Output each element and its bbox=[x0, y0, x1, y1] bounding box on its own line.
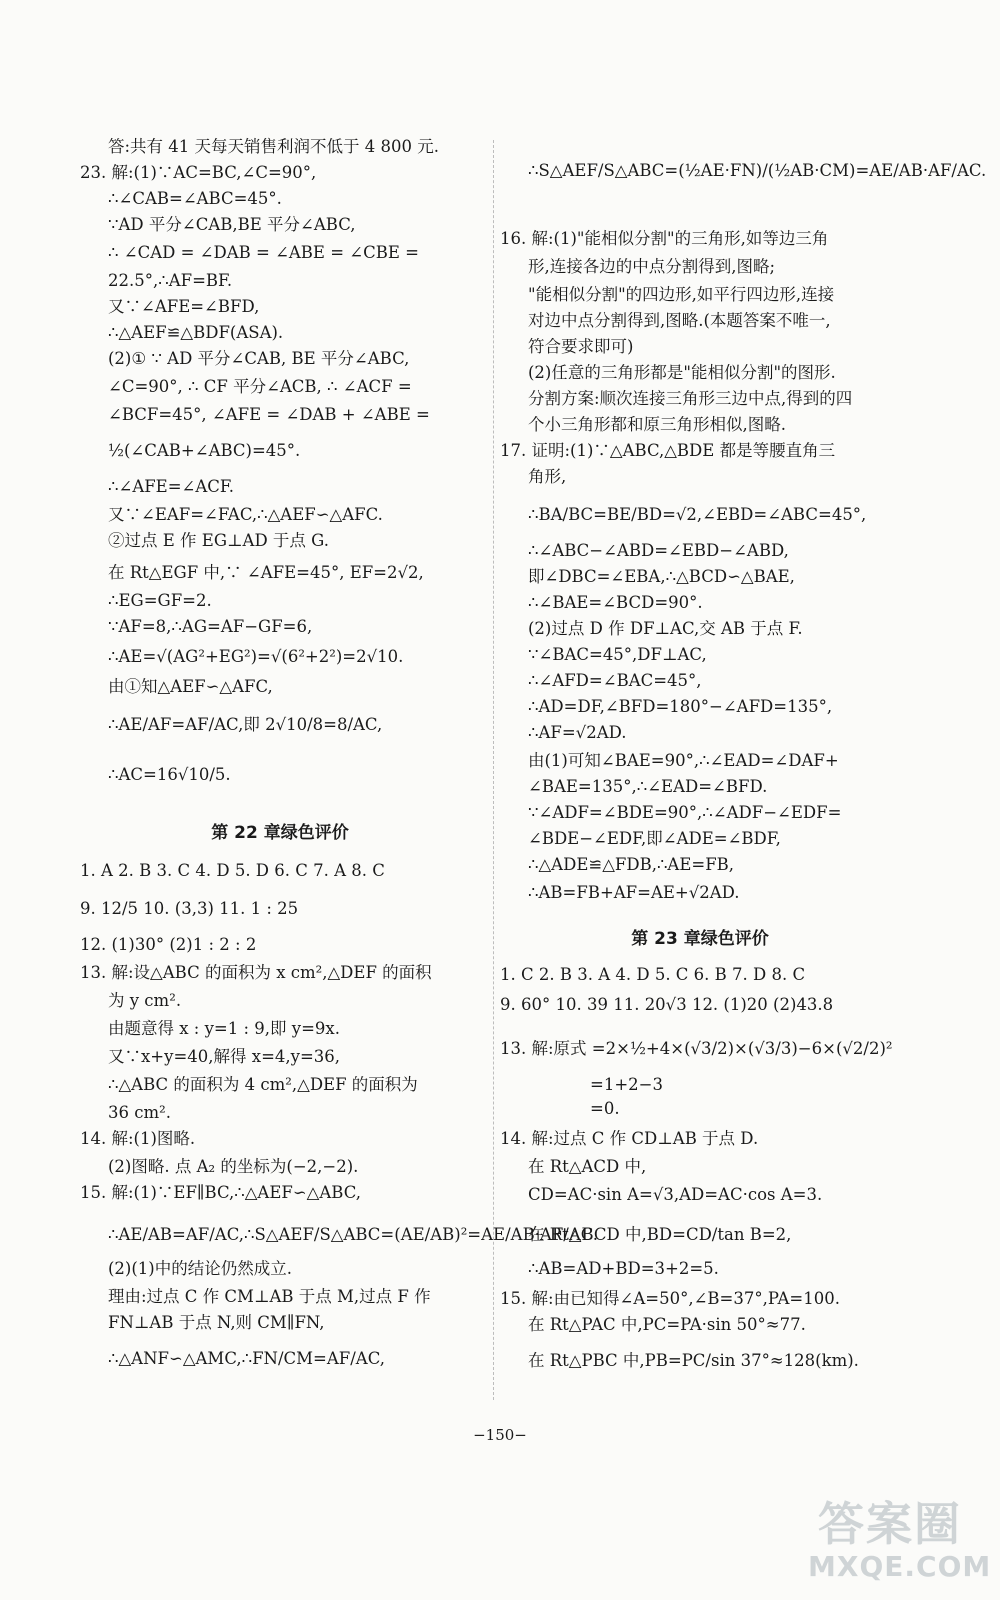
text-line: 36 cm². bbox=[108, 1103, 171, 1122]
text-line: ∴BA/BC=BE/BD=√2,∠EBD=∠ABC=45°, bbox=[528, 505, 867, 524]
section-heading: 第 23 章绿色评价 bbox=[631, 929, 769, 949]
text-line: ∠C=90°, ∴ CF 平分∠ACB, ∴ ∠ACF = bbox=[108, 377, 412, 396]
text-line: ∴AE/AF=AF/AC,即 2√10/8=8/AC, bbox=[108, 715, 383, 734]
text-line: 形,连接各边的中点分割得到,图略; bbox=[528, 257, 776, 276]
text-line: ∠BAE=135°,∴∠EAD=∠BFD. bbox=[528, 777, 768, 796]
text-line: ∴∠AFD=∠BAC=45°, bbox=[528, 671, 702, 690]
text-line: ∴AC=16√10/5. bbox=[108, 765, 231, 784]
text-line: ∵AF=8,∴AG=AF−GF=6, bbox=[108, 617, 313, 636]
text-line: 对边中点分割得到,图略.(本题答案不唯一, bbox=[528, 311, 831, 330]
text-line: 13. 解:原式 =2×½+4×(√3/2)×(√3/3)−6×(√2/2)² bbox=[500, 1039, 893, 1058]
text-line: ∴∠ABC−∠ABD=∠EBD−∠ABD, bbox=[528, 541, 789, 560]
text-line: 角形, bbox=[528, 467, 567, 486]
text-line: 又∵x+y=40,解得 x=4,y=36, bbox=[108, 1047, 341, 1066]
text-line: ∴∠BAE=∠BCD=90°. bbox=[528, 593, 703, 612]
text-line: 17. 证明:(1)∵△ABC,△BDE 都是等腰直角三 bbox=[500, 441, 836, 460]
text-line: 13. 解:设△ABC 的面积为 x cm²,△DEF 的面积 bbox=[80, 963, 432, 982]
text-line: 在 Rt△PBC 中,PB=PC/sin 37°≈128(km). bbox=[528, 1351, 859, 1370]
text-line: 又∵∠AFE=∠BFD, bbox=[108, 297, 260, 316]
page-number: −150− bbox=[473, 1426, 527, 1444]
text-line: 9. 60° 10. 39 11. 20√3 12. (1)20 (2)43.8 bbox=[500, 995, 834, 1014]
text-line: ∴AD=DF,∠BFD=180°−∠AFD=135°, bbox=[528, 697, 833, 716]
text-line: 1. A 2. B 3. C 4. D 5. D 6. C 7. A 8. C bbox=[80, 861, 385, 880]
text-line: (2)(1)中的结论仍然成立. bbox=[108, 1259, 292, 1278]
text-line: 15. 解:由已知得∠A=50°,∠B=37°,PA=100. bbox=[500, 1289, 840, 1308]
text-line: =1+2−3 bbox=[590, 1075, 663, 1094]
text-line: ∴AB=AD+BD=3+2=5. bbox=[528, 1259, 719, 1278]
text-line: 在 Rt△PAC 中,PC=PA·sin 50°≈77. bbox=[528, 1315, 806, 1334]
text-line: (2)过点 D 作 DF⊥AC,交 AB 于点 F. bbox=[528, 619, 803, 638]
text-line: (2)任意的三角形都是"能相似分割"的图形. bbox=[528, 363, 836, 382]
text-line: ∵AD 平分∠CAB,BE 平分∠ABC, bbox=[108, 215, 356, 234]
text-line: 答:共有 41 天每天销售利润不低于 4 800 元. bbox=[108, 137, 440, 156]
text-line: 1. C 2. B 3. A 4. D 5. C 6. B 7. D 8. C bbox=[500, 965, 806, 984]
text-line: ∴AB=FB+AF=AE+√2AD. bbox=[528, 883, 740, 902]
text-line: ∴AE/AB=AF/AC,∴S△AEF/S△ABC=(AE/AB)²=AE/AB·AF/AC. bbox=[108, 1225, 599, 1244]
text-line: ∠BDE−∠EDF,即∠ADE=∠BDF, bbox=[528, 829, 781, 848]
text-line: 在 Rt△BCD 中,BD=CD/tan B=2, bbox=[528, 1225, 792, 1244]
text-line: 为 y cm². bbox=[108, 991, 182, 1010]
watermark-bottom-text: MXQE.COM bbox=[808, 1550, 992, 1583]
text-line: 由①知△AEF∽△AFC, bbox=[108, 677, 273, 696]
text-line: ②过点 E 作 EG⊥AD 于点 G. bbox=[108, 531, 329, 550]
column-divider bbox=[493, 140, 494, 1400]
text-line: 个小三角形都和原三角形相似,图略. bbox=[528, 415, 786, 434]
text-line: 16. 解:(1)"能相似分割"的三角形,如等边三角 bbox=[500, 229, 829, 248]
text-line: ∴ ∠CAD = ∠DAB = ∠ABE = ∠CBE = bbox=[108, 243, 419, 262]
text-line: 在 Rt△ACD 中, bbox=[528, 1157, 647, 1176]
text-line: 9. 12/5 10. (3,3) 11. 1 : 25 bbox=[80, 899, 299, 918]
text-line: (2)① ∵ AD 平分∠CAB, BE 平分∠ABC, bbox=[108, 349, 410, 368]
text-line: 理由:过点 C 作 CM⊥AB 于点 M,过点 F 作 bbox=[108, 1287, 431, 1306]
text-line: (2)图略. 点 A₂ 的坐标为(−2,−2). bbox=[108, 1157, 359, 1176]
text-line: FN⊥AB 于点 N,则 CM∥FN, bbox=[108, 1313, 325, 1332]
text-line: CD=AC·sin A=√3,AD=AC·cos A=3. bbox=[528, 1185, 823, 1204]
section-heading: 第 22 章绿色评价 bbox=[211, 823, 349, 843]
text-line: ½(∠CAB+∠ABC)=45°. bbox=[108, 441, 301, 460]
text-line: 12. (1)30° (2)1 : 2 : 2 bbox=[80, 935, 257, 954]
text-line: ∴AE=√(AG²+EG²)=√(6²+2²)=2√10. bbox=[108, 647, 404, 666]
text-line: =0. bbox=[590, 1099, 620, 1118]
text-line: 22.5°,∴AF=BF. bbox=[108, 271, 233, 290]
text-line: 即∠DBC=∠EBA,∴△BCD∽△BAE, bbox=[528, 567, 795, 586]
text-line: ∴S△AEF/S△ABC=(½AE·FN)/(½AB·CM)=AE/AB·AF/AC. bbox=[528, 161, 987, 180]
text-line: 由题意得 x : y=1 : 9,即 y=9x. bbox=[108, 1019, 340, 1038]
text-line: ∴∠CAB=∠ABC=45°. bbox=[108, 189, 282, 208]
text-line: 分割方案:顺次连接三角形三边中点,得到的四 bbox=[528, 389, 853, 408]
text-line: 又∵∠EAF=∠FAC,∴△AEF∽△AFC. bbox=[108, 505, 383, 524]
text-line: ∴△ABC 的面积为 4 cm²,△DEF 的面积为 bbox=[108, 1075, 418, 1094]
text-line: ∵∠BAC=45°,DF⊥AC, bbox=[528, 645, 707, 664]
text-line: ∴EG=GF=2. bbox=[108, 591, 212, 610]
text-line: 14. 解:(1)图略. bbox=[80, 1129, 196, 1148]
text-line: "能相似分割"的四边形,如平行四边形,连接 bbox=[528, 285, 835, 304]
text-line: 15. 解:(1)∵EF∥BC,∴△AEF∽△ABC, bbox=[80, 1183, 361, 1202]
text-line: 在 Rt△EGF 中,∵ ∠AFE=45°, EF=2√2, bbox=[108, 563, 424, 582]
text-line: 14. 解:过点 C 作 CD⊥AB 于点 D. bbox=[500, 1129, 759, 1148]
text-line: ∴∠AFE=∠ACF. bbox=[108, 477, 235, 496]
text-line: ∴△AEF≌△BDF(ASA). bbox=[108, 323, 284, 342]
text-line: ∴△ADE≌△FDB,∴AE=FB, bbox=[528, 855, 735, 874]
text-line: ∠BCF=45°, ∠AFE = ∠DAB + ∠ABE = bbox=[108, 405, 430, 424]
text-line: 23. 解:(1)∵AC=BC,∠C=90°, bbox=[80, 163, 317, 182]
text-line: ∴△ANF∽△AMC,∴FN/CM=AF/AC, bbox=[108, 1349, 386, 1368]
text-line: ∴AF=√2AD. bbox=[528, 723, 627, 742]
text-line: 符合要求即可) bbox=[528, 337, 634, 356]
text-line: 由(1)可知∠BAE=90°,∴∠EAD=∠DAF+ bbox=[528, 751, 839, 770]
watermark-top-text: 答案圈 bbox=[818, 1497, 962, 1551]
text-line: ∵∠ADF=∠BDE=90°,∴∠ADF−∠EDF= bbox=[528, 803, 842, 822]
watermark-logo bbox=[808, 1488, 992, 1588]
